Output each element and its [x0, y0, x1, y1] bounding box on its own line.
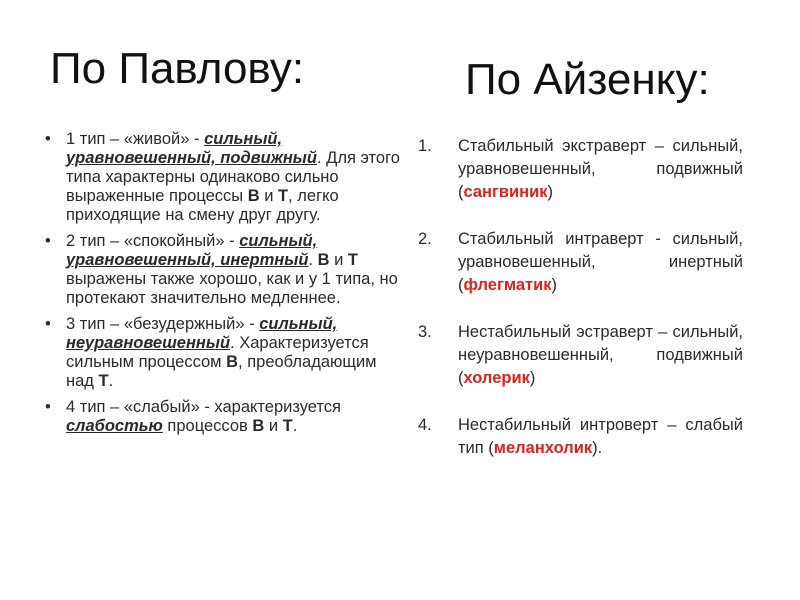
- temperament-name: флегматик: [463, 276, 552, 294]
- pavlov-type-item: [45, 130, 400, 225]
- eysenck-type-item: [418, 414, 743, 460]
- item-number: 4.: [418, 416, 432, 434]
- item-text: Стабильный экстраверт – сильный, уравновешенный, подвижный (: [458, 137, 743, 201]
- process-inhibition: Т: [347, 251, 358, 269]
- item-number: 3.: [418, 323, 432, 341]
- pavlov-type-item: [45, 232, 400, 308]
- bullet-marker: •: [45, 398, 51, 416]
- type-traits: слабостью: [66, 417, 163, 435]
- item-text-end: ): [529, 369, 536, 387]
- type-traits: сильный, уравновешенный, подвижный: [66, 130, 317, 167]
- item-text: Нестабильный эстраверт – сильный, неуравновешенный, подвижный (: [458, 323, 743, 387]
- item-text-end: ): [551, 276, 557, 294]
- pavlov-type-item: [45, 315, 400, 391]
- pavlov-title: По Павлову:: [50, 44, 305, 93]
- item-number: 2.: [418, 230, 432, 248]
- type-text: выражены также хорошо, как и у 1 типа, но протекают значительно медленнее.: [66, 270, 398, 307]
- type-traits: сильный, неуравновешенный: [66, 315, 338, 352]
- type-text: и: [264, 417, 283, 435]
- type-text: , легко приходящие на смену друг другу.: [66, 187, 339, 224]
- eysenck-type-item: [418, 135, 743, 204]
- item-body: [458, 135, 743, 204]
- type-lead: 4 тип – «слабый» - характеризуется: [66, 398, 341, 416]
- type-text: . Для этого типа характерны одинаково сильно выраженные процессы: [66, 149, 400, 205]
- item-body: [458, 414, 743, 460]
- type-lead: 1 тип – «живой» -: [66, 130, 205, 148]
- item-text-end: ): [547, 183, 554, 201]
- type-traits: сильный, уравновешенный, инертный: [66, 232, 318, 269]
- item-text: Нестабильный интроверт – слабый тип (: [458, 416, 743, 457]
- temperament-name: холерик: [463, 369, 530, 387]
- process-inhibition: Т: [282, 417, 293, 435]
- process-excitation: В: [247, 187, 260, 205]
- item-body: [458, 321, 743, 390]
- process-excitation: В: [226, 353, 239, 371]
- eysenck-type-item: [418, 228, 743, 297]
- type-text: процессов: [162, 417, 253, 435]
- type-text: .: [292, 417, 298, 435]
- item-text: Стабильный интраверт - сильный, уравновешенный, инертный (: [458, 230, 743, 294]
- pavlov-type-item: [45, 398, 400, 436]
- type-text: .: [308, 251, 318, 269]
- item-body: [458, 228, 743, 297]
- type-text: и: [329, 251, 348, 269]
- bullet-marker: •: [45, 232, 51, 250]
- type-text: . Характеризуется сильным процессом: [66, 334, 369, 371]
- process-inhibition: Т: [98, 372, 109, 390]
- type-lead: 2 тип – «спокойный» -: [66, 232, 240, 250]
- eysenck-type-item: [418, 321, 743, 390]
- type-lead: 3 тип – «безудержный» -: [66, 315, 260, 333]
- item-text-end: ).: [592, 439, 603, 457]
- process-inhibition: Т: [278, 187, 289, 205]
- type-text: , преобладающим над: [66, 353, 377, 390]
- type-text: .: [108, 372, 114, 390]
- eysenck-type-list: [418, 135, 743, 484]
- temperament-name: сангвиник: [463, 183, 548, 201]
- bullet-marker: •: [45, 130, 51, 148]
- pavlov-type-list: [45, 130, 400, 443]
- process-excitation: В: [252, 417, 265, 435]
- item-number: 1.: [418, 137, 432, 155]
- bullet-marker: •: [45, 315, 51, 333]
- process-excitation: В: [317, 251, 330, 269]
- eysenck-title: По Айзенку:: [465, 55, 710, 104]
- temperament-name: меланхолик: [493, 439, 593, 457]
- type-text: и: [259, 187, 279, 205]
